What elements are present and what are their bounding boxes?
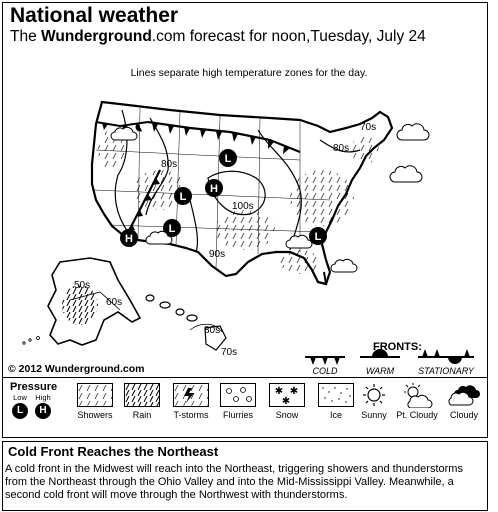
high-legend-label: High: [35, 393, 51, 402]
brand-name: Wunderground: [41, 28, 152, 45]
rain-swatch: [124, 383, 160, 407]
ice-swatch: [318, 383, 354, 407]
flurries-swatch: [220, 383, 256, 407]
high-pressure-center: L: [314, 231, 322, 243]
story-headline: Cold Front Reaches the Northeast: [8, 444, 219, 459]
pressure-legend-title: Pressure: [10, 381, 58, 393]
zone-70s-northeast: 70s: [360, 122, 377, 133]
low-legend-symbol: L: [12, 403, 28, 419]
low-pressure-center: L: [224, 153, 232, 165]
story-body: A cold front in the Midwest will reach into the Northeast, triggering showers and thunderstorms from the Northeast through the Ohio Valley and into the Mid-Mississippi Valley. Meanwhile, a second cold front will move through the Northwest with thunderstorms.: [5, 463, 463, 501]
zone-70s-hawaii: 70s: [221, 347, 238, 358]
showers-swatch: [77, 383, 113, 407]
zone-50s-alaska: 50s: [74, 280, 91, 291]
zone-60s-alaska: 60s: [106, 297, 123, 308]
legend-label-partly-cloudy: Pt. Cloudy: [396, 410, 438, 420]
fronts-legend-title: FRONTS:: [373, 341, 422, 353]
legend-label-sunny: Sunny: [361, 410, 387, 420]
svg-text:✱: ✱: [289, 386, 299, 397]
front-label-cold: COLD: [312, 366, 338, 376]
low-pressure-center: H: [210, 183, 218, 195]
zone-80s-northeast: 80s: [333, 143, 350, 154]
page-title: National weather: [10, 4, 179, 27]
legend-label-snow: Snow: [275, 410, 299, 420]
front-label-warm: WARM: [365, 366, 395, 376]
high-legend-symbol: H: [35, 403, 51, 419]
legend-label-cloudy: Cloudy: [449, 410, 478, 420]
high-pressure-center: L: [179, 191, 187, 203]
zone-80s-northwest: 80s: [161, 159, 178, 170]
zone-80s-hawaii: 80s: [204, 325, 221, 336]
partly-cloudy-icon: [400, 382, 434, 408]
low-pressure-center: H: [125, 233, 133, 245]
legend-label-rain: Rain: [132, 410, 152, 420]
snow-swatch: [269, 383, 305, 407]
zone-100s: 100s: [232, 201, 254, 212]
aleutian-islands: [23, 337, 40, 345]
low-legend-label: Low: [13, 393, 27, 402]
svg-text:✱: ✱: [274, 386, 284, 397]
legend-label-ice: Ice: [329, 410, 342, 420]
svg-text:✱: ✱: [281, 396, 291, 406]
subtitle-suffix: .com forecast for noon,Tuesday, July 24: [151, 28, 426, 45]
subtitle-prefix: The: [10, 28, 42, 45]
cloudy-icon: [446, 382, 482, 408]
sunny-icon: [359, 382, 389, 408]
legend-label-showers: Showers: [77, 410, 113, 420]
t-storms-swatch: [173, 383, 209, 407]
zone-90s: 90s: [209, 249, 226, 260]
legend-label-flurries: Flurries: [222, 410, 253, 420]
legend-label-t-storms: T-storms: [173, 410, 209, 420]
alaska-rain-area: [62, 285, 98, 325]
hawaii-islands: [146, 295, 226, 350]
copyright: © 2012 Wunderground.com: [8, 363, 145, 375]
high-pressure-center: L: [168, 223, 176, 235]
front-label-stationary: STATIONARY: [418, 366, 474, 376]
map-note: Lines separate high temperature zones for the day.: [130, 67, 368, 79]
